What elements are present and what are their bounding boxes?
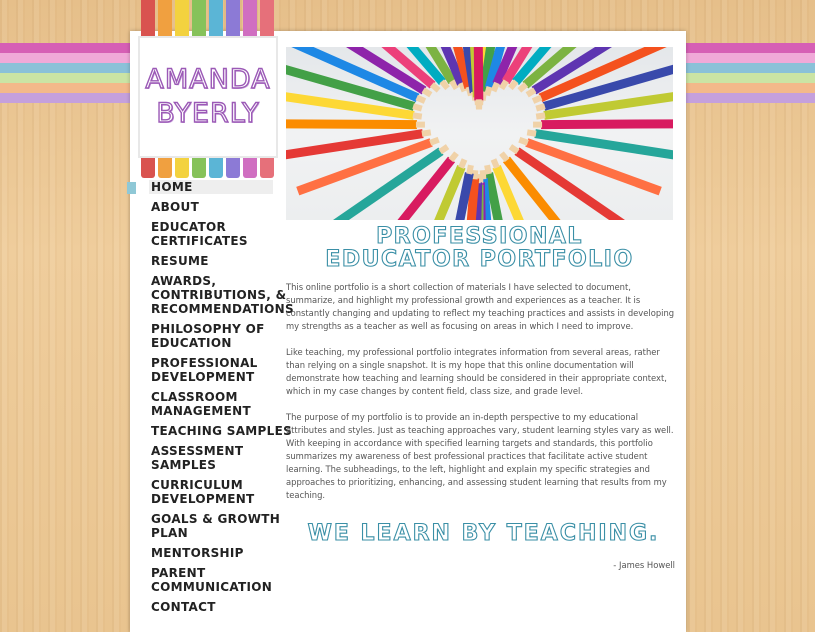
pencil (286, 124, 425, 125)
ribbon (243, 0, 257, 40)
pencil-tip (461, 159, 464, 167)
ribbon (192, 156, 206, 178)
nav-awards[interactable]: AWARDS, CONTRIBUTIONS, & RECOMMENDATIONS (151, 274, 294, 316)
pencil-body (541, 124, 673, 125)
pencil-tip (417, 97, 425, 101)
pencil-body (478, 47, 479, 100)
pencil-tip (519, 140, 527, 143)
nav-teaching-samples[interactable]: TEACHING SAMPLES (151, 424, 293, 438)
pencil-tip (536, 115, 545, 116)
colored-pencils-heart-image (286, 47, 673, 220)
pencil-tip (527, 132, 536, 133)
pencil-tip (487, 165, 489, 174)
nav-classroom-management[interactable]: CLASSROOM MANAGEMENT (151, 390, 251, 418)
nav-curriculum-development[interactable]: CURRICULUM DEVELOPMENT (151, 478, 255, 506)
nav-assessment-samples[interactable]: ASSESSMENT SAMPLES (151, 444, 244, 472)
pencil-tip (510, 147, 517, 152)
page-title-line1: PROFESSIONAL (376, 224, 583, 249)
page-title (286, 225, 673, 271)
pencil-tip (501, 153, 507, 160)
pencil-tip (430, 140, 438, 143)
ribbon (260, 156, 274, 178)
ribbon (141, 156, 155, 178)
ribbon (175, 156, 189, 178)
pencil-tip (527, 90, 535, 95)
pencil-body (286, 124, 417, 125)
ribbon (141, 0, 155, 40)
pencil-tip (451, 153, 457, 160)
nav-about[interactable]: ABOUT (151, 200, 200, 214)
pencil-tip (442, 81, 448, 88)
nav-philosophy[interactable]: PHILOSOPHY OF EDUCATION (151, 322, 265, 350)
ribbon (158, 0, 172, 40)
paragraph: The purpose of my portfolio is to provide an in-depth perspective to my educational attributes and styles. Just as teaching approaches vary, student learning styles vary as well. With keeping in accordance with specified learning targets and standards, this portfolio summarizes my awareness of best professional practices that facilitate active student learning. The subheadings, to the left, highlight and explain my specific strategies and approaches to prioritizing, enhancing, and assessing student learning that results from my teaching. (286, 412, 674, 500)
sidebar-nav (151, 180, 301, 620)
page-title-line2: EDUCATOR PORTFOLIO (325, 247, 634, 272)
pencil (533, 124, 673, 125)
site-title-line1: AMANDA (145, 64, 271, 95)
paragraph: Like teaching, my professional portfolio integrates information from several areas, rather than relying on a single snapshot. It is my hope that this online documentation will demonstrate how teaching and learning should be considered in their appropriate context, which in my case changes by content field, class size, and grade level. (286, 347, 667, 396)
ribbon (209, 0, 223, 40)
nav-educator-certificates[interactable]: EDUCATOR CERTIFICATES (151, 220, 248, 248)
ribbon (226, 0, 240, 40)
pencil (478, 47, 479, 108)
nav-professional-development[interactable]: PROFESSIONAL DEVELOPMENT (151, 356, 258, 384)
pencil-tip (422, 132, 431, 133)
nav-mentorship[interactable]: MENTORSHIP (151, 546, 244, 560)
pencil-tip (469, 165, 471, 174)
nav-resume[interactable]: RESUME (151, 254, 209, 268)
pencil-tip (413, 106, 422, 108)
ribbon (175, 0, 189, 40)
ribbon (158, 156, 172, 178)
hero-image (286, 47, 673, 220)
nav-home[interactable]: HOME (149, 180, 273, 194)
ribbons-top (141, 0, 281, 40)
ribbons-bottom (141, 156, 281, 178)
pencil-tip (413, 115, 422, 116)
pencil-tip (501, 81, 506, 89)
ribbon (226, 156, 240, 178)
nav-parent-communication[interactable]: PARENT COMMUNICATION (151, 566, 273, 594)
ribbon (192, 0, 206, 40)
quote-attribution: - James Howell (613, 560, 675, 570)
site-title[interactable] (138, 36, 278, 158)
pencil-tip (487, 87, 489, 96)
pencil-tip (533, 97, 541, 101)
paragraph: This online portfolio is a short collection of materials I have selected to document, summarize, and highlight my professional growth and experiences as a teacher. It is constantly changing and updating to reflect my teaching practices and assists in developing my strengths as a teacher as well as focusing on areas in which I need to improve. (286, 282, 675, 331)
pencil-tip (519, 84, 526, 90)
pencil-tip (423, 90, 431, 95)
active-nav-marker (127, 182, 136, 194)
pencil-tip (440, 147, 447, 152)
nav-contact[interactable]: CONTACT (151, 600, 216, 614)
pencil-tip (432, 84, 439, 90)
quote: WE LEARN BY TEACHING. (307, 521, 660, 546)
pencil-tip (510, 81, 516, 88)
pencil-tip (536, 106, 545, 108)
ribbon (243, 156, 257, 178)
ribbon (260, 0, 274, 40)
site-title-line2: BYERLY (156, 98, 260, 129)
pencil-tip (475, 170, 476, 179)
pencil-tip (493, 159, 496, 167)
ribbon (209, 156, 223, 178)
pencil-tip (493, 83, 497, 91)
nav-goals-growth-plan[interactable]: GOALS & GROWTH PLAN (151, 512, 281, 540)
intro-text (286, 281, 678, 515)
